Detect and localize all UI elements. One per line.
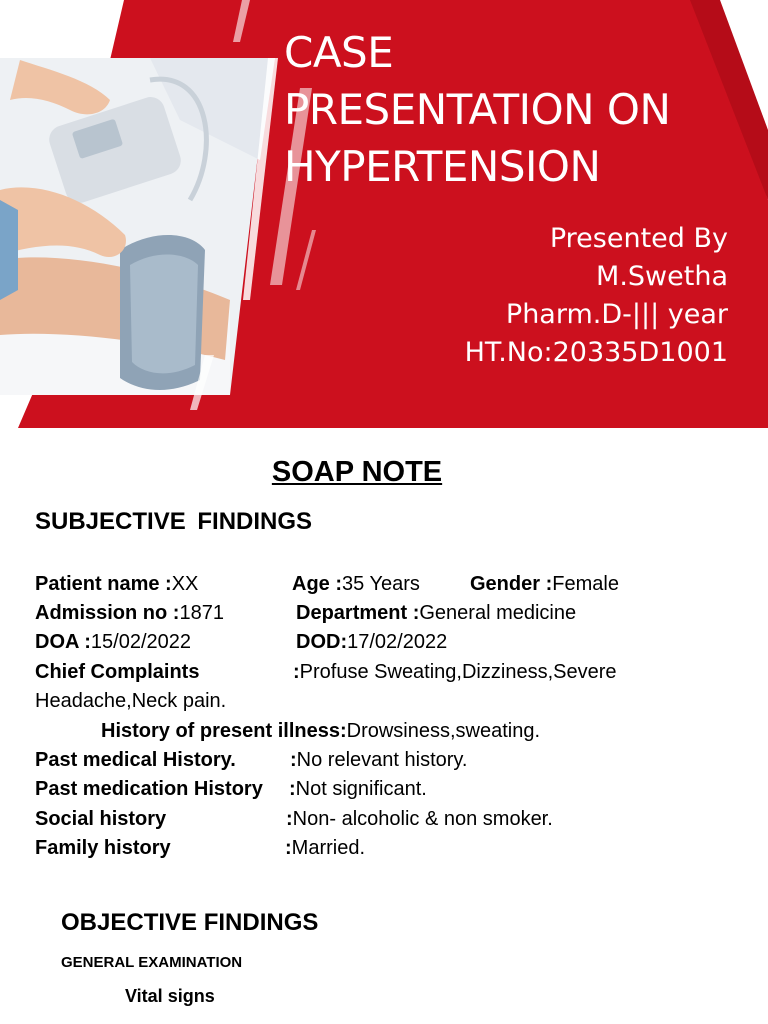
title-line: CASE bbox=[284, 28, 394, 77]
past-medication-history-value: Not significant. bbox=[295, 778, 427, 800]
colon: : bbox=[289, 778, 296, 800]
presenter-line: Presented By bbox=[549, 223, 728, 254]
social-history-value: Non- alcoholic & non smoker. bbox=[292, 808, 553, 830]
age-label: Age : bbox=[292, 573, 342, 595]
department-value: General medicine bbox=[419, 602, 577, 624]
chief-complaints-continuation: Headache,Neck pain. bbox=[35, 690, 227, 712]
presenter-name: M.Swetha bbox=[596, 261, 728, 292]
dates-row bbox=[35, 628, 448, 657]
dod-label: DOD: bbox=[296, 631, 348, 653]
admission-label: Admission no : bbox=[35, 602, 180, 624]
gender-label: Gender : bbox=[470, 573, 553, 595]
colon: : bbox=[286, 808, 293, 830]
patient-info-row bbox=[35, 570, 619, 599]
presenter-course: Pharm.D-||| year bbox=[505, 299, 728, 330]
social-history-row bbox=[35, 805, 553, 834]
past-medication-history-label: Past medication History bbox=[35, 778, 263, 800]
colon: : bbox=[290, 749, 297, 771]
admission-value: 1871 bbox=[179, 602, 224, 624]
objective-findings-title: OBJECTIVE FINDINGS bbox=[61, 909, 319, 936]
dod-value: 17/02/2022 bbox=[347, 631, 448, 653]
chief-complaints-value: Profuse Sweating,Dizziness,Severe bbox=[299, 661, 617, 683]
subjective-findings-title: SUBJECTIVE FINDINGS bbox=[35, 508, 313, 535]
patient-name-label: Patient name : bbox=[35, 573, 172, 595]
age-field bbox=[292, 570, 420, 599]
family-history-row bbox=[35, 834, 366, 863]
history-present-illness-row bbox=[101, 717, 540, 746]
department-label: Department : bbox=[296, 602, 420, 624]
family-history-label: Family history bbox=[35, 837, 171, 859]
vital-signs-heading: Vital signs bbox=[125, 986, 215, 1006]
family-history-field bbox=[285, 834, 365, 863]
soap-note-heading: SOAP NOTE bbox=[271, 456, 443, 488]
doa-value: 15/02/2022 bbox=[90, 631, 192, 653]
social-history-label: Social history bbox=[35, 808, 167, 830]
general-examination-heading: GENERAL EXAMINATION bbox=[61, 954, 243, 971]
patient-name-value: XX bbox=[171, 573, 199, 595]
title-slide-banner bbox=[0, 0, 768, 428]
age-value: 35 Years bbox=[342, 573, 420, 595]
past-medical-history-field bbox=[290, 746, 467, 775]
title-line: HYPERTENSION bbox=[284, 142, 601, 191]
past-medical-history-label: Past medical History. bbox=[35, 749, 236, 771]
blood-pressure-photo bbox=[0, 58, 275, 395]
doa-label: DOA : bbox=[35, 631, 91, 653]
presentation-title bbox=[284, 24, 670, 195]
admission-row bbox=[35, 599, 577, 628]
colon: : bbox=[285, 837, 292, 859]
social-history-field bbox=[286, 805, 553, 834]
past-medication-history-row bbox=[35, 775, 427, 804]
hpi-label: History of present illness: bbox=[101, 720, 347, 742]
chief-complaints-field bbox=[293, 658, 617, 687]
past-medical-history-row bbox=[35, 746, 468, 775]
presenter-info bbox=[465, 220, 728, 372]
chief-complaints-label: Chief Complaints bbox=[35, 661, 200, 683]
colon: : bbox=[293, 661, 300, 683]
dod-field bbox=[296, 628, 447, 657]
presenter-ht-number: HT.No:20335D1001 bbox=[464, 337, 728, 368]
past-medication-history-field bbox=[289, 775, 427, 804]
past-medical-history-value: No relevant history. bbox=[296, 749, 468, 771]
chief-complaints-row bbox=[35, 658, 617, 687]
gender-value: Female bbox=[552, 573, 619, 595]
hpi-value: Drowsiness,sweating. bbox=[346, 720, 541, 742]
title-line: PRESENTATION ON bbox=[284, 85, 671, 134]
family-history-value: Married. bbox=[291, 837, 366, 859]
gender-field bbox=[470, 570, 619, 599]
department-field bbox=[296, 599, 576, 628]
